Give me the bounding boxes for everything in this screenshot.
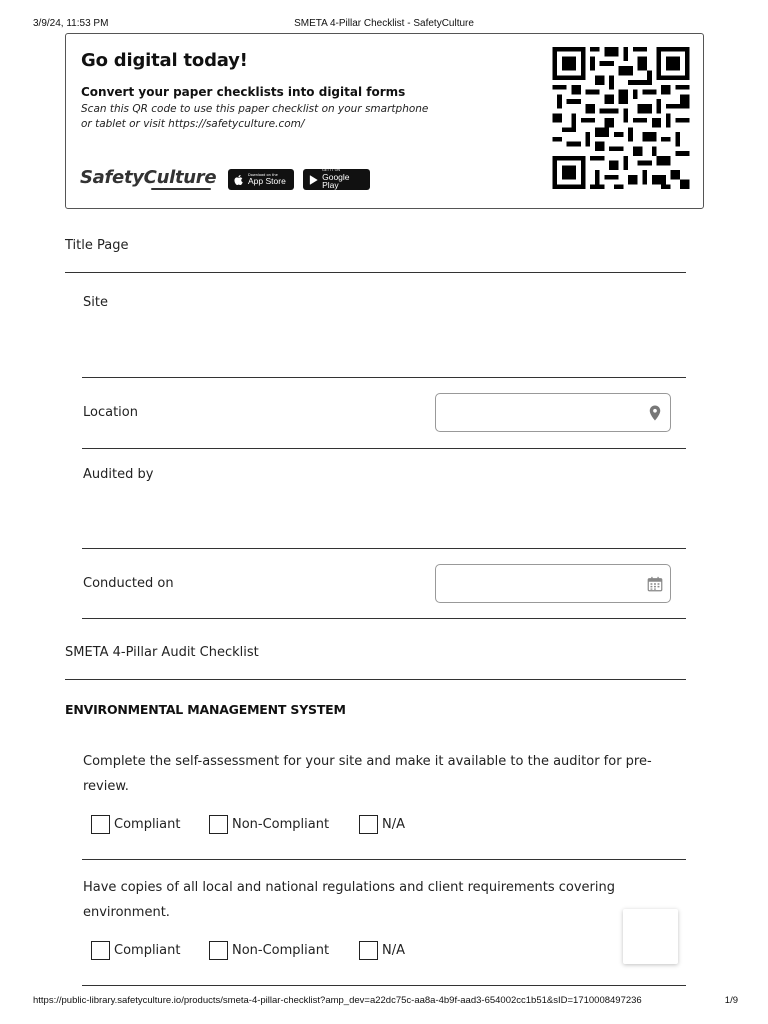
checkbox[interactable] xyxy=(359,815,378,834)
page-number: 1/9 xyxy=(724,995,738,1006)
question-2-text: Have copies of all local and national regulations and client requirements covering environment. xyxy=(83,880,615,920)
question-1-option-compliant[interactable] xyxy=(91,814,180,834)
safetyculture-logo: SafetyCulture xyxy=(80,167,217,188)
option-label: Compliant xyxy=(114,816,181,832)
question-1-option-na[interactable] xyxy=(359,814,405,834)
checkbox[interactable] xyxy=(359,941,378,960)
divider xyxy=(82,377,686,378)
divider xyxy=(82,618,686,619)
question-2-option-compliant[interactable] xyxy=(91,940,180,960)
question-2-option-na[interactable] xyxy=(359,940,405,960)
site-label: Site xyxy=(83,295,108,310)
print-footer xyxy=(0,995,768,1009)
title-page-heading: Title Page xyxy=(65,238,129,253)
map-pin-icon xyxy=(646,403,664,423)
app-store-small-text: Download on the xyxy=(248,172,278,177)
floating-widget[interactable] xyxy=(623,909,678,964)
question-2-option-non-compliant[interactable] xyxy=(209,940,329,960)
google-play-badge[interactable] xyxy=(303,169,370,190)
option-label: N/A xyxy=(382,816,405,832)
go-digital-banner xyxy=(65,33,704,209)
checkbox[interactable] xyxy=(209,941,228,960)
location-label: Location xyxy=(83,405,138,420)
divider xyxy=(82,448,686,449)
question-1-text: Complete the self-assessment for your site and make it available to the auditor for pre-review. xyxy=(83,754,652,794)
divider xyxy=(65,679,686,680)
banner-heading: Go digital today! xyxy=(81,50,248,71)
app-store-badge[interactable] xyxy=(228,169,294,190)
conducted-on-label: Conducted on xyxy=(83,576,174,591)
print-page-title: SMETA 4-Pillar Checklist - SafetyCulture xyxy=(294,18,474,29)
play-icon xyxy=(308,174,319,186)
option-label: N/A xyxy=(382,942,405,958)
print-url: https://public-library.safetyculture.io/products/smeta-4-pillar-checklist?amp_dev=a22dc75c-aa8a-4b9f-aad3-654002cc1b51&sID=1710008497236 xyxy=(33,995,642,1006)
divider xyxy=(82,985,686,986)
calendar-icon xyxy=(646,574,664,594)
divider xyxy=(82,859,686,860)
checkbox[interactable] xyxy=(91,941,110,960)
checkbox[interactable] xyxy=(91,815,110,834)
print-header xyxy=(0,18,768,32)
divider xyxy=(65,272,686,273)
question-1-option-non-compliant[interactable] xyxy=(209,814,329,834)
print-datetime: 3/9/24, 11:53 PM xyxy=(33,18,109,29)
banner-description: Scan this QR code to use this paper checklist on your smartphone or tablet or visit https://safetyculture.com/ xyxy=(81,103,429,130)
option-label: Non-Compliant xyxy=(232,816,330,832)
audited-by-label: Audited by xyxy=(83,467,154,482)
apple-icon xyxy=(233,174,245,186)
checkbox[interactable] xyxy=(209,815,228,834)
option-label: Non-Compliant xyxy=(232,942,330,958)
divider xyxy=(82,548,686,549)
logo-swoosh xyxy=(151,188,211,190)
conducted-on-field[interactable] xyxy=(435,564,671,603)
checklist-heading: SMETA 4-Pillar Audit Checklist xyxy=(65,645,259,660)
environmental-management-heading: ENVIRONMENTAL MANAGEMENT SYSTEM xyxy=(65,702,346,717)
location-field[interactable] xyxy=(435,393,671,432)
google-play-big-text: Google Play xyxy=(322,171,350,191)
google-play-small-text: GET IT ON xyxy=(322,168,340,173)
qr-code-icon xyxy=(552,47,690,189)
banner-subheading: Convert your paper checklists into digital forms xyxy=(81,85,406,99)
option-label: Compliant xyxy=(114,942,181,958)
app-store-big-text: App Store xyxy=(248,176,286,186)
